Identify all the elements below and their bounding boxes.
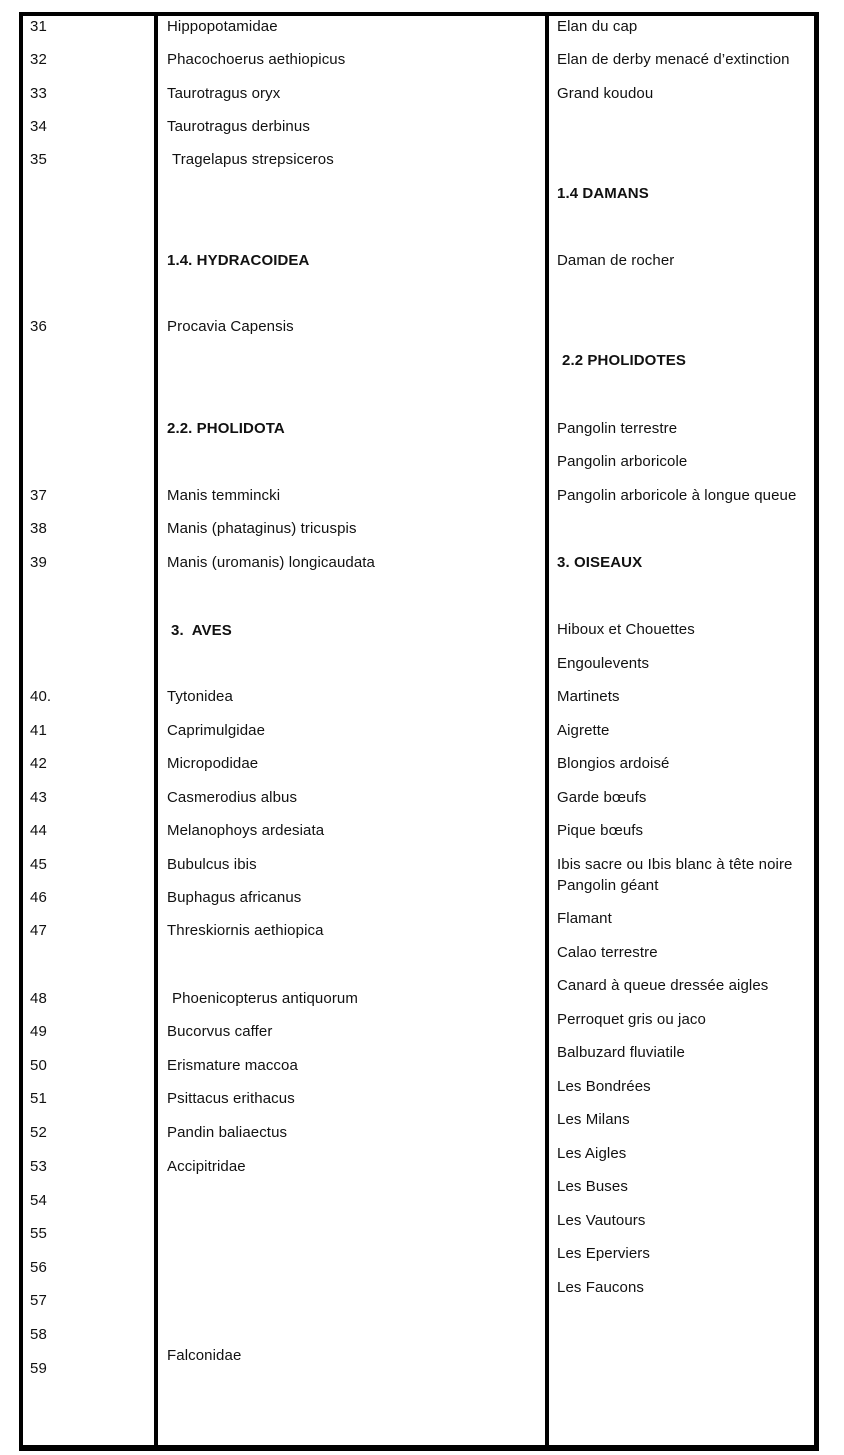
french-name-column-cell: Pangolin arboricole (557, 453, 688, 470)
scientific-name-column-cell: Manis (phataginus) tricuspis (167, 520, 357, 537)
number-column-cell: 56 (30, 1259, 47, 1276)
scientific-name-column-cell: Melanophoys ardesiata (167, 822, 325, 839)
scientific-name-column-cell: Micropodidae (167, 755, 259, 772)
french-name-column-cell: Les Eperviers (557, 1245, 651, 1262)
number-column-cell: 39 (30, 554, 47, 571)
scientific-name-column-cell: Taurotragus oryx (167, 85, 281, 102)
number-column-cell: 36 (30, 318, 47, 335)
scientific-name-column-cell: Bubulcus ibis (167, 856, 257, 873)
french-name-column-cell: Pangolin géant (557, 877, 659, 894)
french-name-column-cell: Martinets (557, 688, 620, 705)
scientific-name-column-cell: Bucorvus caffer (167, 1023, 273, 1040)
number-column-cell: 49 (30, 1023, 47, 1040)
number-column-cell: 33 (30, 85, 47, 102)
french-name-column-cell: Balbuzard fluviatile (557, 1044, 685, 1061)
scientific-name-column-cell: Falconidae (167, 1347, 242, 1364)
number-column-cell: 59 (30, 1360, 47, 1377)
french-name-column-cell: Daman de rocher (557, 252, 675, 269)
scientific-name-column-cell: Tytonidea (167, 688, 233, 705)
scientific-name-column-cell: Caprimulgidae (167, 722, 266, 739)
scientific-name-column-cell: Threskiornis aethiopica (167, 922, 324, 939)
french-name-column-cell: Elan du cap (557, 18, 638, 35)
scientific-name-column-cell: Pandin baliaectus (167, 1124, 288, 1141)
number-column-cell: 52 (30, 1124, 47, 1141)
scientific-name-column-cell: 2.2. PHOLIDOTA (167, 420, 285, 437)
scientific-name-column-cell: 1.4. HYDRACOIDEA (167, 252, 310, 269)
number-column-cell: 48 (30, 990, 47, 1007)
number-column-cell: 32 (30, 51, 47, 68)
number-column-cell: 54 (30, 1192, 47, 1209)
french-name-column-cell: Hiboux et Chouettes (557, 621, 695, 638)
number-column-cell: 55 (30, 1225, 47, 1242)
number-column-cell: 46 (30, 889, 47, 906)
scientific-name-column-cell: 3. AVES (171, 622, 232, 639)
number-column-cell: 35 (30, 151, 47, 168)
scientific-name-column-cell: Erismature maccoa (167, 1057, 298, 1074)
scientific-name-column-cell: Accipitridae (167, 1158, 246, 1175)
french-name-column-cell: Elan de derby menacé d’extinction (557, 51, 790, 68)
french-name-column-cell: Les Milans (557, 1111, 630, 1128)
column-divider-1 (154, 12, 158, 1451)
scientific-name-column-cell: Phacochoerus aethiopicus (167, 51, 346, 68)
number-column-cell: 50 (30, 1057, 47, 1074)
scientific-name-column-cell: Psittacus erithacus (167, 1090, 295, 1107)
french-name-column-cell: Les Aigles (557, 1145, 627, 1162)
species-table (19, 12, 819, 1451)
number-column-cell: 44 (30, 822, 47, 839)
number-column-cell: 45 (30, 856, 47, 873)
french-name-column-cell: Pique bœufs (557, 822, 644, 839)
french-name-column-cell: Les Vautours (557, 1212, 646, 1229)
column-divider-2 (545, 12, 549, 1451)
french-name-column-cell: Canard à queue dressée aigles (557, 977, 769, 994)
french-name-column-cell: 2.2 PHOLIDOTES (562, 352, 686, 369)
number-column-cell: 47 (30, 922, 47, 939)
number-column-cell: 58 (30, 1326, 47, 1343)
french-name-column-cell: Pangolin arboricole à longue queue (557, 487, 797, 504)
number-column-cell: 31 (30, 18, 47, 35)
french-name-column-cell: Pangolin terrestre (557, 420, 678, 437)
scientific-name-column-cell: Tragelapus strepsiceros (172, 151, 334, 168)
french-name-column-cell: Les Buses (557, 1178, 628, 1195)
scientific-name-column-cell: Hippopotamidae (167, 18, 278, 35)
french-name-column-cell: Garde bœufs (557, 789, 647, 806)
french-name-column-cell: Perroquet gris ou jaco (557, 1011, 706, 1028)
french-name-column-cell: Les Faucons (557, 1279, 644, 1296)
scientific-name-column-cell: Buphagus africanus (167, 889, 302, 906)
number-column-cell: 57 (30, 1292, 47, 1309)
scientific-name-column-cell: Procavia Capensis (167, 318, 294, 335)
scientific-name-column-cell: Phoenicopterus antiquorum (172, 990, 358, 1007)
number-column-cell: 42 (30, 755, 47, 772)
french-name-column-cell: Engoulevents (557, 655, 650, 672)
french-name-column-cell: Blongios ardoisé (557, 755, 670, 772)
number-column-cell: 41 (30, 722, 47, 739)
french-name-column-cell: Les Bondrées (557, 1078, 651, 1095)
scientific-name-column-cell: Manis temmincki (167, 487, 281, 504)
french-name-column-cell: Aigrette (557, 722, 610, 739)
french-name-column-cell: Flamant (557, 910, 612, 927)
number-column-cell: 40. (30, 688, 52, 705)
french-name-column-cell: 3. OISEAUX (557, 554, 643, 571)
french-name-column-cell: Calao terrestre (557, 944, 658, 961)
number-column-cell: 37 (30, 487, 47, 504)
number-column-cell: 43 (30, 789, 47, 806)
number-column-cell: 51 (30, 1090, 47, 1107)
scientific-name-column-cell: Taurotragus derbinus (167, 118, 310, 135)
number-column-cell: 34 (30, 118, 47, 135)
french-name-column-cell: Grand koudou (557, 85, 654, 102)
number-column-cell: 38 (30, 520, 47, 537)
number-column-cell: 53 (30, 1158, 47, 1175)
french-name-column-cell: Ibis sacre ou Ibis blanc à tête noire (557, 856, 793, 873)
scientific-name-column-cell: Casmerodius albus (167, 789, 298, 806)
french-name-column-cell: 1.4 DAMANS (557, 185, 649, 202)
scientific-name-column-cell: Manis (uromanis) longicaudata (167, 554, 375, 571)
